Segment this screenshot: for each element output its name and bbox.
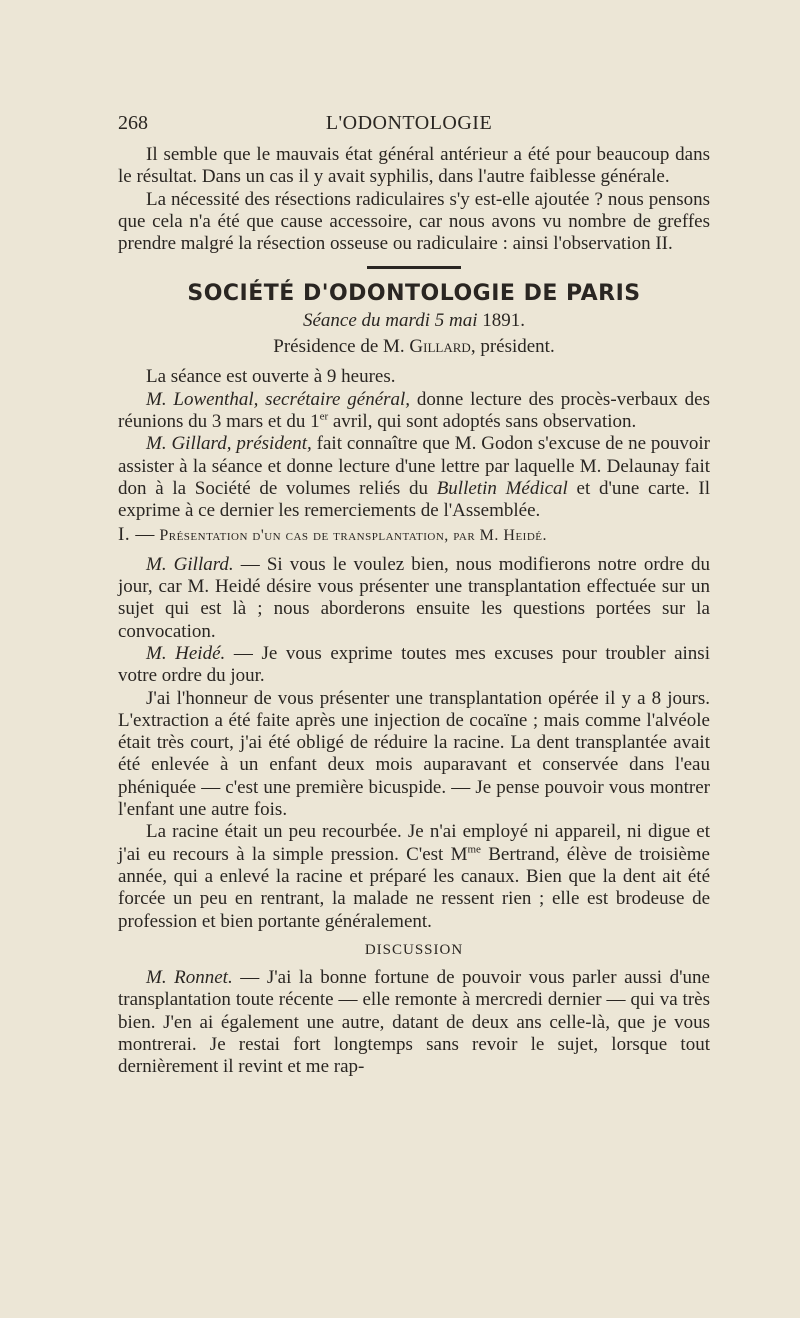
journal-reference: Bulletin Médical — [436, 477, 568, 499]
section-divider — [367, 266, 461, 269]
superscript: me — [467, 843, 481, 856]
paragraph-text: Bertrand, élève de troisième année, qui a enlevé la racine et préparé les canaux. Bien que la dent ait été forcée un peu en rentrant, la malade ne ressent rien ; elle est brodeuse de profession et bien portante généralement. — [118, 843, 710, 932]
page-body — [118, 144, 710, 1079]
paragraph-text: et d'une carte. Il exprime à ce dernier les remerciements de l'Assemblée. — [118, 477, 710, 522]
seance-year: 1891. — [482, 309, 525, 331]
intro-paragraph-2: La nécessité des résections radiculaires s'y est-elle ajoutée ? nous pensons que cela n'a été que cause accessoire, car nous avons vu nombre de greffes prendre malgré la résection osseuse ou radiculaire : ainsi l'observation II. — [118, 188, 710, 255]
journal-title: L'ODONTOLOGIE — [325, 112, 493, 134]
heide-paragraph — [118, 643, 710, 688]
paragraph-text: donne lecture des procès-verbaux des réunions du 3 mars et du 1 — [118, 388, 710, 432]
seance-date — [118, 310, 710, 332]
ronnet-paragraph — [118, 967, 710, 1078]
paragraph-text: La racine était un peu recourbée. Je n'ai employé ni appareil, ni digue et j'ai eu recours à la simple pression. C'est M — [118, 821, 710, 865]
presidence-line — [118, 336, 710, 358]
discussion-heading: DISCUSSION — [364, 941, 464, 958]
speaker-name: M. Gillard, président, — [146, 433, 312, 455]
society-title: SOCIÉTÉ D'ODONTOLOGIE DE PARIS — [187, 281, 641, 307]
section-number: I. — — [118, 524, 155, 546]
opening-paragraph: La séance est ouverte à 9 heures. — [146, 366, 396, 388]
speaker-name: M. Gillard. — [146, 553, 234, 575]
speaker-name: M. Lowenthal, secrétaire général, — [146, 388, 411, 410]
speaker-name: M. Heidé. — [146, 642, 226, 664]
section-title: Présentation d'un cas de transplantation, par M. Heidé. — [159, 527, 548, 545]
speaker-name: M. Ronnet. — [146, 967, 233, 989]
gillard-announcement — [118, 433, 710, 522]
section-heading — [118, 524, 710, 547]
page-number: 268 — [118, 112, 148, 134]
seance-text: Séance du mardi 5 mai — [303, 309, 478, 331]
president-name: Gillard — [409, 336, 471, 358]
paragraph-text: — Je vous exprime toutes mes excuses pour troubler ainsi votre ordre du jour. — [118, 642, 710, 687]
superscript: er — [319, 410, 329, 423]
paragraph-text: — Si vous le voulez bien, nous modifierons notre ordre du jour, car M. Heidé désire vous présenter une transplantation effectuée sur un sujet qui est là ; nous aborderons ensuite les questions portées sur la convocation. — [118, 553, 710, 642]
transplantation-paragraph: J'ai l'honneur de vous présenter une transplantation opérée il y a 8 jours. L'extraction a été faite après une injection de cocaïne ; mais comme l'alvéole était très court, j'ai été obligé de réduire la racine. La dent transplantée avait été enlevée à un enfant deux mois auparavant et conservée dans l'eau phéniquée — c'est une première bicuspide. — Je pense pouvoir vous montrer l'enfant une autre fois. — [118, 687, 710, 821]
paragraph-text: — J'ai la bonne fortune de pouvoir vous parler aussi d'une transplantation toute récente — elle remonte à mercredi dernier — qui va très bien. J'en ai également une autre, datant de deux ans celle-là, que je vous montrerai. Je restai fort longtemps sans revoir le sujet, lorsque tout dernièrement il revint et me rap- — [118, 967, 710, 1078]
lowenthal-paragraph — [118, 389, 710, 434]
presidence-suffix: , président. — [470, 336, 555, 358]
intro-paragraph-1: Il semble que le mauvais état général antérieur a été pour beaucoup dans le résultat. Dans un cas il y avait syphilis, dans l'autre faiblesse générale. — [118, 144, 710, 188]
paragraph-text: fait connaître que M. Godon s'excuse de ne pouvoir assister à la séance et donne lecture d'une lettre par laquelle M. Delaunay fait don à la Société de volumes reliés du — [118, 433, 710, 499]
racine-paragraph — [118, 821, 710, 932]
presidence-prefix: Présidence de M. — [273, 336, 405, 358]
gillard-paragraph — [118, 554, 710, 643]
paragraph-text: avril, qui sont adoptés sans observation. — [328, 410, 637, 432]
